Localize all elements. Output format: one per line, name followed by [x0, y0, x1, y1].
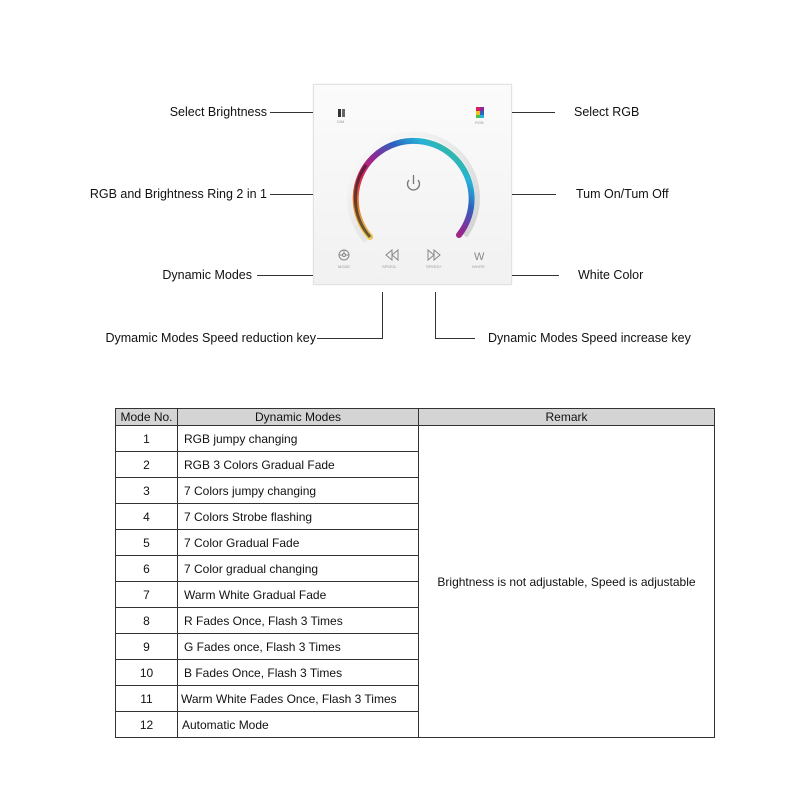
mode-name: Automatic Mode: [178, 712, 419, 738]
power-icon: [408, 175, 420, 190]
mode-name: Warm White Fades Once, Flash 3 Times: [178, 686, 419, 712]
mode-name: B Fades Once, Flash 3 Times: [178, 660, 419, 686]
mode-name: 7 Color Gradual Fade: [178, 530, 419, 556]
table-header-row: [116, 409, 715, 426]
callout-dynamic-modes: Dynamic Modes: [162, 268, 252, 282]
mode-number: 12: [116, 712, 178, 738]
touch-panel: [313, 84, 512, 285]
dim-label: DIM: [337, 119, 345, 124]
mode-number: 3: [116, 478, 178, 504]
callout-ring: RGB and Brightness Ring 2 in 1: [89, 187, 267, 201]
mode-name: RGB 3 Colors Gradual Fade: [178, 452, 419, 478]
leader-line: [317, 338, 383, 339]
mode-number: 8: [116, 608, 178, 634]
mode-number: 10: [116, 660, 178, 686]
color-ring: [356, 141, 472, 237]
leader-line: [382, 292, 383, 339]
header-dynamic-modes: Dynamic Modes: [178, 409, 419, 426]
dim-icon: [338, 109, 345, 117]
mode-number: 2: [116, 452, 178, 478]
callout-speed-up: Dynamic Modes Speed increase key: [488, 331, 691, 345]
mode-number: 9: [116, 634, 178, 660]
controller-diagram: [0, 0, 800, 380]
mode-name: Warm White Gradual Fade: [178, 582, 419, 608]
speed-down-label: SPEED-: [382, 264, 397, 269]
white-icon: W: [474, 251, 485, 263]
leader-line: [435, 338, 475, 339]
callout-select-rgb: Select RGB: [574, 105, 640, 119]
leader-line: [257, 275, 317, 276]
white-label: WHITE: [472, 264, 485, 269]
modes-table: [115, 408, 715, 738]
forward-icon: [428, 250, 440, 260]
mode-label: MODE: [338, 264, 350, 269]
mode-name: R Fades Once, Flash 3 Times: [178, 608, 419, 634]
leader-line: [270, 112, 318, 113]
rgb-label: RGB: [475, 120, 484, 125]
table-row: [116, 426, 715, 452]
mode-icon: [339, 250, 349, 260]
callout-power: Tum On/Tum Off: [576, 187, 669, 201]
mode-name: 7 Colors Strobe flashing: [178, 504, 419, 530]
mode-number: 4: [116, 504, 178, 530]
speed-up-label: SPEED+: [426, 264, 442, 269]
mode-name: RGB jumpy changing: [178, 426, 419, 452]
mode-number: 7: [116, 582, 178, 608]
mode-name: 7 Colors jumpy changing: [178, 478, 419, 504]
mode-number: 11: [116, 686, 178, 712]
leader-line: [435, 292, 436, 339]
remark-cell: Brightness is not adjustable, Speed is adjustable: [419, 426, 715, 738]
rewind-icon: [386, 250, 398, 260]
mode-name: 7 Color gradual changing: [178, 556, 419, 582]
mode-number: 1: [116, 426, 178, 452]
mode-number: 5: [116, 530, 178, 556]
mode-name: G Fades once, Flash 3 Times: [178, 634, 419, 660]
ring-shadow: [349, 134, 477, 241]
mode-number: 6: [116, 556, 178, 582]
callout-speed-down: Dymamic Modes Speed reduction key: [105, 331, 316, 345]
rgb-icon: [476, 107, 484, 118]
header-mode-no: Mode No.: [116, 409, 178, 426]
callout-white-color: White Color: [578, 268, 644, 282]
header-remark: Remark: [419, 409, 715, 426]
callout-select-brightness: Select Brightness: [169, 105, 267, 119]
